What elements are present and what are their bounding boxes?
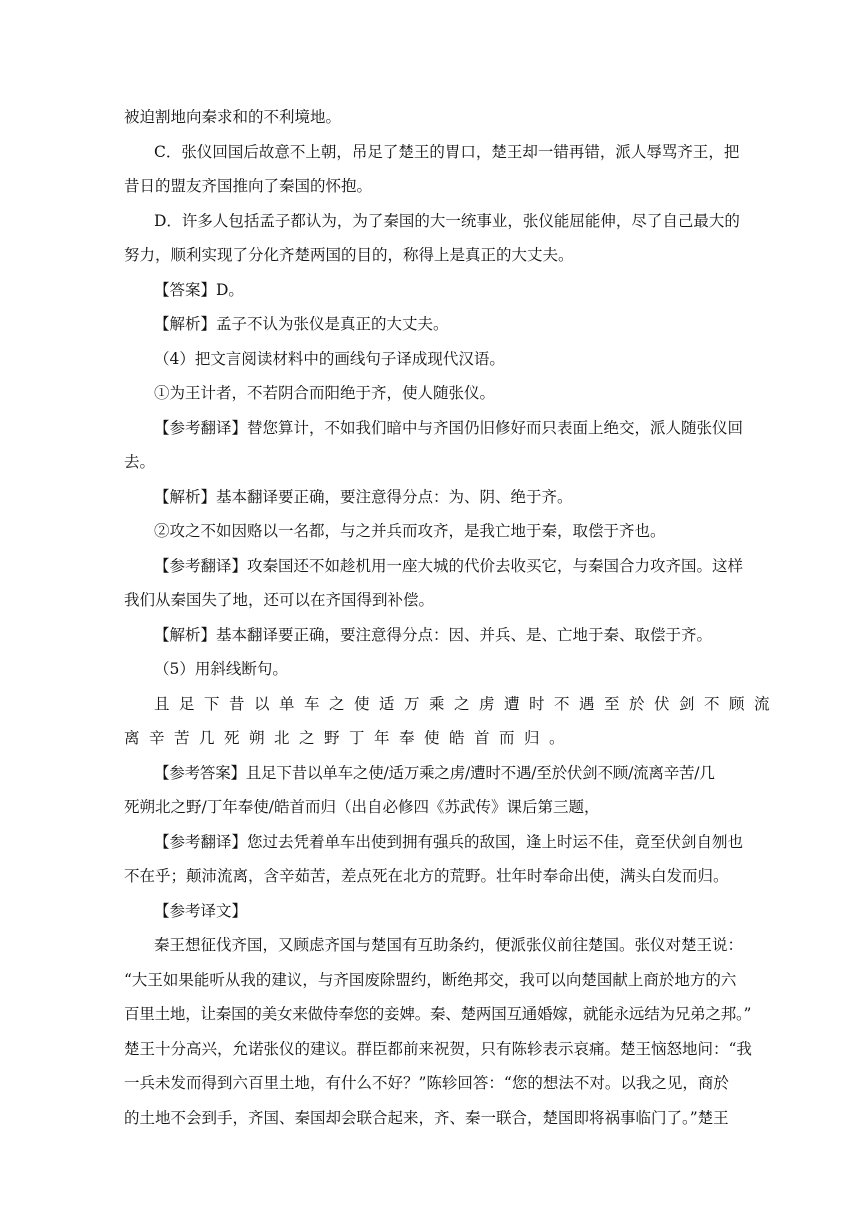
answer-line: 【答案】D。: [154, 280, 244, 299]
reference-answer-line: 【参考答案】且足下昔以单车之使/适万乘之虏/遭时不遇/至於伏剑不顾/流离辛苦/几: [154, 763, 715, 782]
reference-translation-heading: 【参考译文】: [154, 901, 248, 920]
question-5-line: （5）用斜线断句。: [154, 660, 288, 678]
analysis-line: 【解析】孟子不认为张仪是真正的大丈夫。: [154, 315, 449, 333]
text-line: 努力，顺利实现了分化齐楚两国的目的，称得上是真正的大丈夫。: [124, 246, 574, 264]
sentence-2-line: ②攻之不如因赂以一名都，与之并兵而攻齐，是我亡地于秦，取偿于齐也。: [154, 522, 666, 540]
translation-paragraph-line: 的土地不会到手，齐国、秦国却会联合起来，齐、秦一联合，楚国即将祸事临门了。”楚王: [124, 1108, 729, 1127]
text-line: 去。: [124, 453, 156, 471]
translation-paragraph-line: 楚王十分高兴，允诺张仪的建议。群臣都前来祝贺，只有陈轸表示哀痛。楚王恼怒地问：“我: [124, 1039, 752, 1058]
punctuation-passage-line: 离辛苦几死朔北之野丁年奉使皓首而归。: [124, 729, 575, 747]
text-line: 被迫割地向秦求和的不利境地。: [124, 108, 342, 126]
punctuation-passage-line: 且足下昔以单车之使适万乘之虏遭时不遇至於伏剑不顾流: [154, 694, 780, 713]
analysis-line: 【解析】基本翻译要正确，要注意得分点：因、并兵、是、亡地于秦、取偿于齐。: [154, 625, 713, 644]
translation-line: 【参考翻译】您过去凭着单车出使到拥有强兵的敌国，逢上时运不佳，竟至伏剑自刎也: [154, 832, 744, 851]
translation-paragraph-line: 百里土地，让秦国的美女来做侍奉您的妾婢。秦、楚两国互通婚嫁，就能永远结为兄弟之邦。”: [124, 1005, 752, 1023]
option-d-line: D．许多人包括孟子都认为，为了秦国的大一统事业，张仪能屈能伸，尽了自己最大的: [154, 211, 740, 230]
text-line: 我们从秦国失了地，还可以在齐国得到补偿。: [124, 591, 435, 609]
translation-paragraph-line: 一兵未发而得到六百里土地，有什么不好？”陈轸回答：“您的想法不对。以我之见，商於: [124, 1074, 729, 1092]
translation-paragraph-line: 秦王想征伐齐国，又顾虑齐国与楚国有互助条约，便派张仪前往楚国。张仪对楚王说：: [154, 936, 744, 954]
text-line: 死朔北之野/丁年奉使/皓首而归（出自必修四《苏武传》课后第三题，: [124, 798, 600, 816]
sentence-1-line: ①为王计者，不若阴合而阳绝于齐，使人随张仪。: [154, 384, 496, 402]
analysis-line: 【解析】基本翻译要正确，要注意得分点：为、阴、绝于齐。: [154, 487, 573, 506]
translation-line: 【参考翻译】攻秦国还不如趁机用一座大城的代价去收买它，与秦国合力攻齐国。这样: [154, 556, 744, 575]
translation-paragraph-line: “大王如果能听从我的建议，与齐国废除盟约，断绝邦交，我可以向楚国献上商於地方的六: [124, 970, 737, 989]
text-line: 昔日的盟友齐国推向了秦国的怀抱。: [124, 177, 373, 195]
question-4-line: （4）把文言阅读材料中的画线句子译成现代汉语。: [154, 349, 505, 368]
text-line: 不在乎；颠沛流离，含辛茹苦，差点死在北方的荒野。壮年时奉命出使，满头白发而归。: [124, 867, 729, 885]
translation-line: 【参考翻译】替您算计，不如我们暗中与齐国仍旧修好而只表面上绝交，派人随张仪回: [154, 418, 744, 437]
option-c-line: C．张仪回国后故意不上朝，吊足了楚王的胃口，楚王却一错再错，派人辱骂齐王，把: [154, 142, 740, 161]
